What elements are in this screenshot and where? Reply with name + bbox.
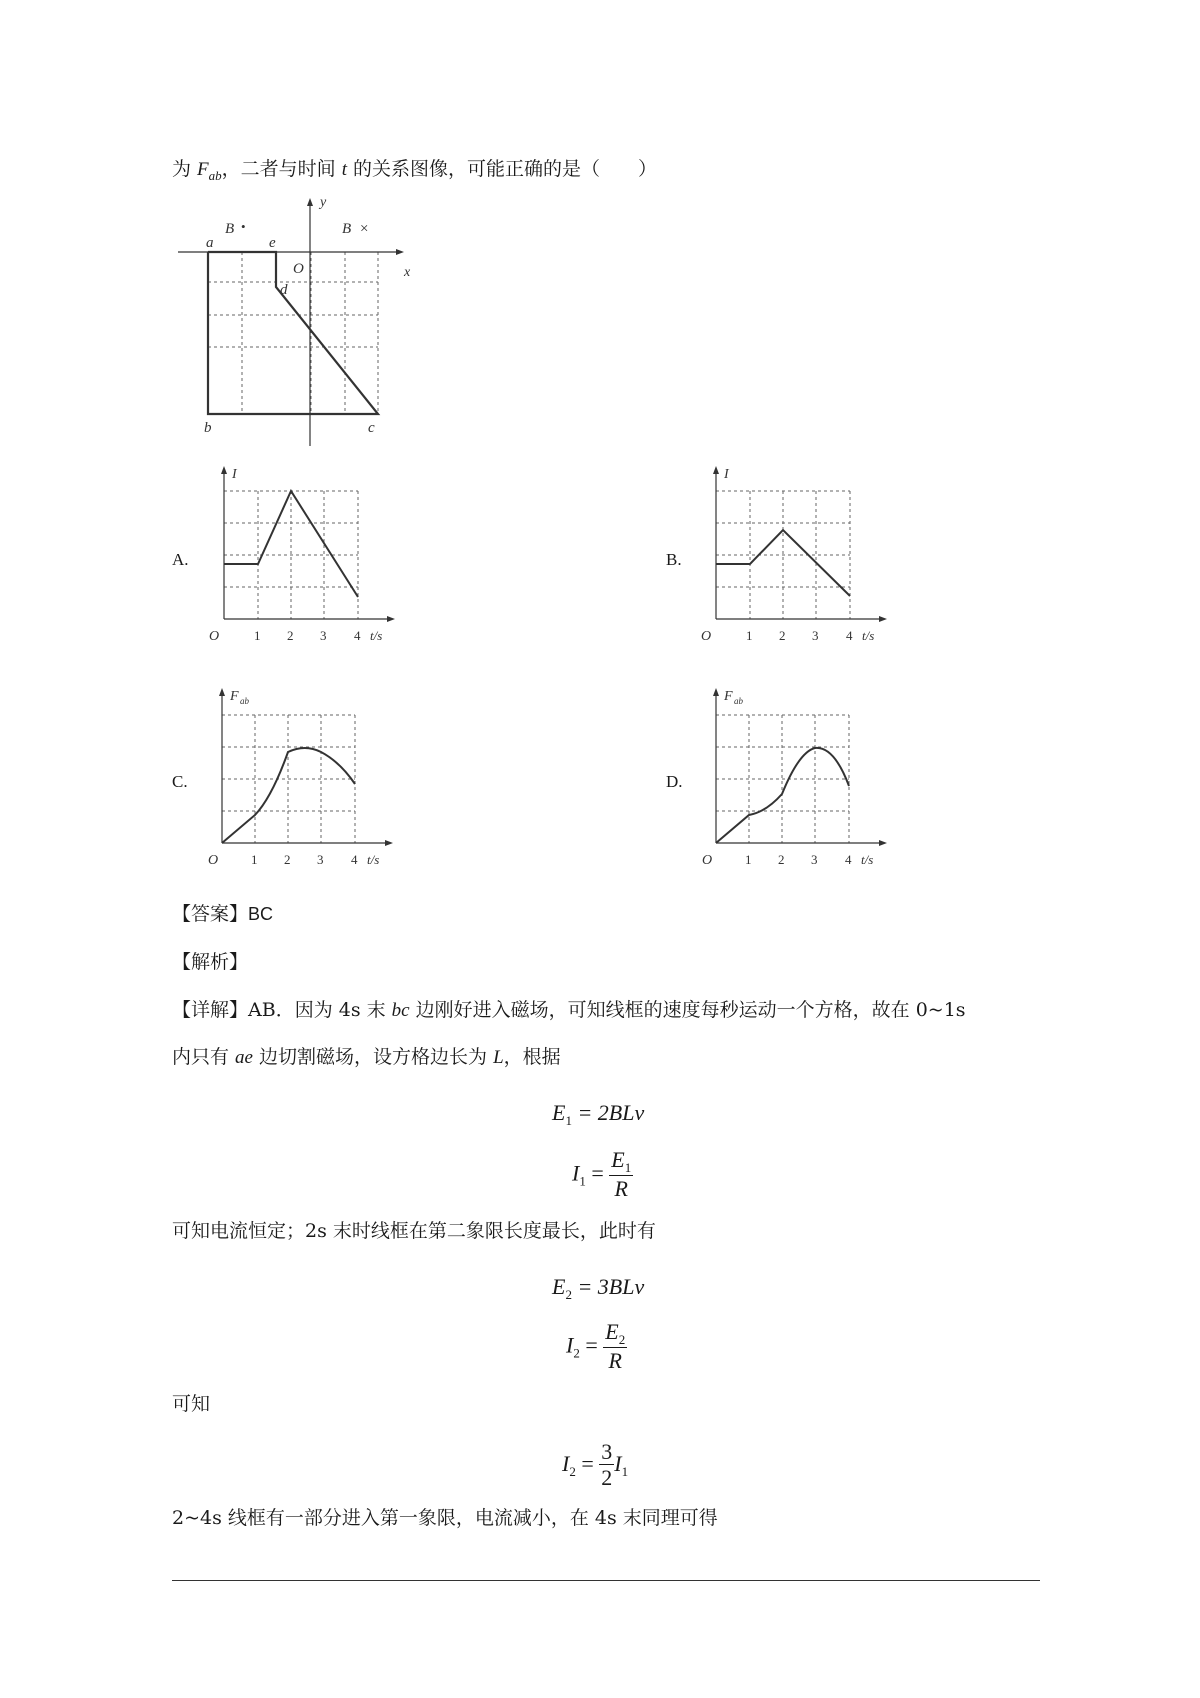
option-C-ylabel: F — [230, 689, 239, 704]
option-A-graph — [200, 462, 400, 652]
option-B-ylabel: I — [724, 467, 729, 482]
eq-lhs: E — [552, 1100, 566, 1125]
option-B-graph — [692, 462, 892, 652]
detail-text: AB．因为 4s 末 — [248, 999, 392, 1021]
label-B-left: B — [225, 221, 235, 237]
option-B-origin: O — [701, 629, 712, 644]
option-D-tick: 4 — [845, 852, 852, 867]
option-D-ylabel-sub: ab — [734, 696, 743, 706]
option-A-origin: O — [209, 629, 220, 644]
option-D-xlabel: t/s — [861, 852, 874, 867]
axis-x-label: x — [404, 265, 411, 280]
option-A-tick: 4 — [354, 628, 361, 643]
eq-lhs: E — [552, 1274, 566, 1299]
option-B-xlabel: t/s — [862, 628, 875, 643]
frame-figure — [170, 196, 430, 446]
frac-num-sub: 2 — [618, 1332, 626, 1347]
origin-label: O — [293, 261, 304, 277]
option-C-tick: 3 — [317, 852, 324, 867]
option-A-ylabel: I — [232, 467, 237, 482]
option-D-ylabel: F — [724, 689, 733, 704]
text-know: 可知 — [172, 1393, 211, 1415]
eq-lhs: I — [572, 1160, 580, 1186]
vertex-e: e — [269, 235, 276, 251]
option-C-label: C. — [172, 772, 188, 791]
label-B-right: B — [342, 221, 352, 237]
option-D-tick: 1 — [745, 852, 752, 867]
eq-rhs: = 3BLv — [571, 1274, 645, 1299]
detail-tag: 【详解】 — [172, 999, 249, 1021]
eq-lhs: I — [562, 1450, 570, 1476]
dot-symbol: • — [241, 219, 246, 234]
fraction — [603, 1320, 627, 1375]
detail-text: ，根据 — [503, 1046, 561, 1068]
analysis-tag: 【解析】 — [172, 951, 249, 973]
option-A-tick: 2 — [287, 628, 294, 643]
intro-text-after: 的关系图像，可能正确的是（ ） — [346, 158, 658, 180]
vertex-d: d — [280, 282, 288, 298]
eq-lhs: I — [566, 1332, 574, 1358]
option-B-tick: 3 — [812, 628, 819, 643]
frac-den: R — [608, 1348, 622, 1374]
detail-text: 边刚好进入磁场，可知线框的速度每秒运动一个方格，故在 0~1s — [409, 999, 966, 1021]
answer-line — [172, 905, 273, 924]
option-B-label: B. — [666, 550, 682, 569]
option-A-xlabel: t/s — [370, 628, 383, 643]
text-last: 2~4s 线框有一部分进入第一象限，电流减小，在 4s 末同理可得 — [172, 1507, 718, 1529]
answer-value: BC — [248, 904, 274, 924]
option-C-origin: O — [208, 853, 219, 868]
eq-sub: 2 — [565, 1287, 572, 1302]
frac-num: E — [611, 1147, 625, 1172]
equation-i2: $I_2$ = $\frac{E_2}{R}$ — [566, 1319, 626, 1374]
option-C-ylabel-sub: ab — [240, 696, 249, 706]
eq-sub: 2 — [573, 1345, 580, 1361]
option-C-graph — [200, 682, 400, 877]
fraction — [609, 1148, 633, 1203]
vertex-c: c — [368, 420, 375, 436]
option-C-xlabel: t/s — [367, 852, 380, 867]
eq-sub: 1 — [565, 1113, 572, 1128]
option-A-tick: 3 — [320, 628, 327, 643]
var-L: L — [493, 1047, 504, 1068]
eq-rhs: = 2BLv — [571, 1100, 645, 1125]
var-F: F — [197, 159, 209, 180]
vertex-b: b — [204, 420, 212, 436]
footer-divider — [172, 1580, 1040, 1581]
answer-tag: 【答案】 — [172, 903, 249, 925]
var-t: t — [341, 159, 347, 180]
equation-e1 — [552, 1100, 644, 1129]
eq-rhs-sub: 1 — [621, 1463, 629, 1479]
eq-sub: 1 — [579, 1173, 586, 1189]
option-C-tick: 2 — [284, 852, 291, 867]
frac-den: R — [614, 1176, 628, 1202]
equation-i1: $I_1$ = $\frac{E_1}{R}$ — [572, 1147, 632, 1202]
intro-line — [172, 160, 657, 182]
equation-e2 — [552, 1274, 644, 1303]
option-D-graph — [694, 682, 894, 877]
fraction — [599, 1440, 614, 1492]
option-C-tick: 1 — [251, 852, 258, 867]
option-B-tick: 1 — [746, 628, 753, 643]
intro-text-before: 为 — [172, 158, 198, 180]
vertex-a: a — [206, 235, 214, 251]
var-bc: bc — [391, 1000, 410, 1021]
eq-rhs: I — [614, 1450, 622, 1476]
detail-line-1 — [172, 1001, 966, 1020]
detail-text: 边切割磁场，设方格边长为 — [252, 1046, 494, 1068]
detail-text: 内只有 — [172, 1046, 236, 1068]
option-D-label: D. — [666, 772, 683, 791]
equation-i2-ratio: $I_2$ = $\frac{3}{2}$ $I_1$ — [562, 1439, 629, 1491]
option-A-label: A. — [172, 550, 189, 569]
option-B-tick: 2 — [779, 628, 786, 643]
frac-num: E — [605, 1319, 619, 1344]
detail-line-2 — [172, 1048, 561, 1067]
eq-sub: 2 — [569, 1463, 576, 1479]
option-B-tick: 4 — [846, 628, 853, 643]
frac-num-sub: 1 — [624, 1160, 632, 1175]
cross-symbol: × — [360, 221, 369, 237]
var-ae: ae — [235, 1047, 253, 1068]
option-A-tick: 1 — [254, 628, 261, 643]
axis-y-label: y — [320, 196, 327, 210]
frac-den: 2 — [601, 1465, 613, 1491]
frac-num: 3 — [601, 1439, 613, 1464]
option-C-tick: 4 — [351, 852, 358, 867]
intro-text-middle: ，二者与时间 — [221, 158, 342, 180]
option-D-tick: 3 — [811, 852, 818, 867]
option-D-tick: 2 — [778, 852, 785, 867]
option-D-origin: O — [702, 853, 713, 868]
var-F-sub: ab — [208, 168, 222, 183]
text-current-const: 可知电流恒定；2s 末时线框在第二象限长度最长，此时有 — [172, 1220, 656, 1242]
